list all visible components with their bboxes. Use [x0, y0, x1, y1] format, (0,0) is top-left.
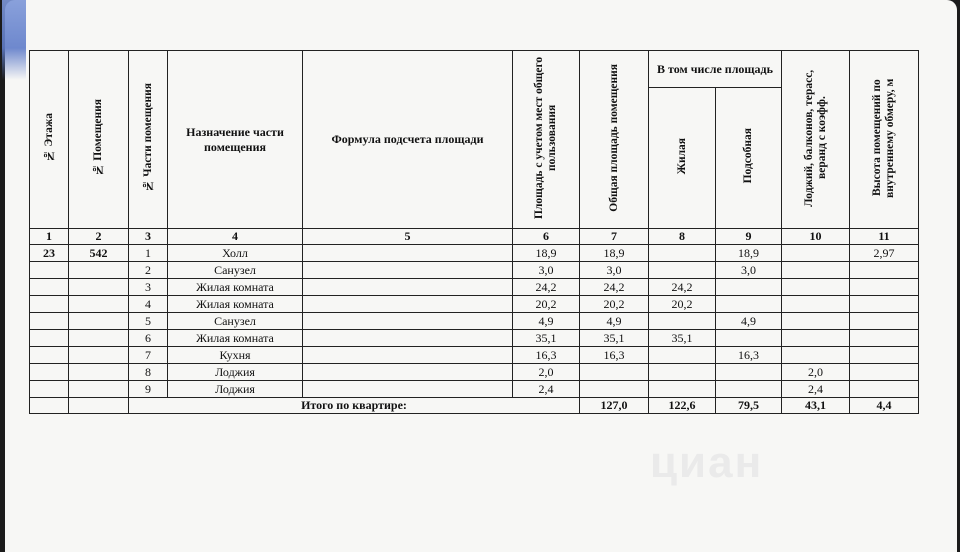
cell-height [850, 364, 919, 381]
cell-loggia [782, 279, 850, 296]
cell-purpose: Жилая комната [168, 279, 303, 296]
total-label: Итого по квартире: [129, 398, 580, 414]
cell-formula [303, 364, 513, 381]
cell-part: 4 [129, 296, 168, 313]
cell-living: 20,2 [649, 296, 716, 313]
table-row [30, 347, 919, 364]
cell-living [649, 313, 716, 330]
cell-area-total: 18,9 [580, 245, 649, 262]
cell-floor [30, 279, 69, 296]
cell-loggia: 2,0 [782, 364, 850, 381]
watermark: циан [650, 438, 764, 487]
cell-height: 2,97 [850, 245, 919, 262]
table-row [30, 381, 919, 398]
cell-room: 542 [69, 245, 129, 262]
header-incl-group: В том числе площадь [649, 51, 782, 88]
cell-part: 3 [129, 279, 168, 296]
header-aux: Подсобная [716, 88, 782, 229]
cell-loggia [782, 330, 850, 347]
cell-loggia [782, 347, 850, 364]
cell-room [69, 364, 129, 381]
cell-aux [716, 364, 782, 381]
cell-living: 24,2 [649, 279, 716, 296]
cell-living [649, 347, 716, 364]
cell-area-common: 4,9 [513, 313, 580, 330]
table-row [30, 296, 919, 313]
cell-purpose: Лоджия [168, 381, 303, 398]
cell-area-common: 3,0 [513, 262, 580, 279]
cell-living: 35,1 [649, 330, 716, 347]
total-area-common: 127,0 [580, 398, 649, 414]
cell-area-common: 35,1 [513, 330, 580, 347]
cell-room [69, 347, 129, 364]
header-area-total: Общая площадь помещения [580, 51, 649, 229]
table-row [30, 279, 919, 296]
cell-part: 7 [129, 347, 168, 364]
cell-room [69, 262, 129, 279]
total-row [30, 398, 919, 414]
cell-aux: 16,3 [716, 347, 782, 364]
cell-height [850, 381, 919, 398]
cell-area-common: 20,2 [513, 296, 580, 313]
cell-area-total: 4,9 [580, 313, 649, 330]
cell-room [69, 313, 129, 330]
header-area-common: Площадь с учетом мест общего пользования [513, 51, 580, 229]
header-part: № Части помещения [129, 51, 168, 229]
cell-purpose: Жилая комната [168, 296, 303, 313]
cell-purpose: Жилая комната [168, 330, 303, 347]
cell-room [69, 381, 129, 398]
cell-purpose: Санузел [168, 262, 303, 279]
cell-area-common: 16,3 [513, 347, 580, 364]
cell-area-total: 35,1 [580, 330, 649, 347]
cell-area-total: 20,2 [580, 296, 649, 313]
total-area-total: 122,6 [649, 398, 716, 414]
cell-loggia [782, 296, 850, 313]
cell-aux [716, 330, 782, 347]
cell-formula [303, 262, 513, 279]
header-formula: Формула подсчета площади [303, 51, 513, 229]
stamp-mark [2, 0, 26, 80]
cell-part: 1 [129, 245, 168, 262]
cell-floor [30, 364, 69, 381]
cell-purpose: Кухня [168, 347, 303, 364]
cell-living [649, 262, 716, 279]
cell-floor [30, 313, 69, 330]
cell-floor [30, 296, 69, 313]
cell-formula [303, 330, 513, 347]
room-area-table [29, 50, 919, 414]
cell-area-total: 24,2 [580, 279, 649, 296]
cell-height [850, 313, 919, 330]
cell-part: 9 [129, 381, 168, 398]
cell-loggia [782, 313, 850, 330]
cell-area-total [580, 364, 649, 381]
header-living: Жилая [649, 88, 716, 229]
cell-room [69, 279, 129, 296]
cell-purpose: Санузел [168, 313, 303, 330]
cell-area-common: 2,0 [513, 364, 580, 381]
cell-aux: 18,9 [716, 245, 782, 262]
cell-living [649, 381, 716, 398]
cell-formula [303, 279, 513, 296]
cell-aux [716, 381, 782, 398]
cell-area-common: 24,2 [513, 279, 580, 296]
cell-height [850, 279, 919, 296]
cell-height [850, 347, 919, 364]
cell-height [850, 330, 919, 347]
cell-area-total [580, 381, 649, 398]
cell-area-total: 16,3 [580, 347, 649, 364]
cell-loggia: 2,4 [782, 381, 850, 398]
cell-area-total: 3,0 [580, 262, 649, 279]
total-aux: 43,1 [782, 398, 850, 414]
cell-formula [303, 381, 513, 398]
cell-living [649, 245, 716, 262]
cell-purpose: Лоджия [168, 364, 303, 381]
cell-floor [30, 381, 69, 398]
cell-purpose: Холл [168, 245, 303, 262]
cell-loggia [782, 262, 850, 279]
cell-floor [30, 262, 69, 279]
cell-height [850, 296, 919, 313]
table-row [30, 330, 919, 347]
header-purpose: Назначение части помещения [168, 51, 303, 229]
header-room: № Помещения [69, 51, 129, 229]
cell-part: 6 [129, 330, 168, 347]
column-number-row: 1 2 3 4 5 6 7 8 9 10 11 [30, 229, 919, 245]
cell-floor [30, 330, 69, 347]
cell-loggia [782, 245, 850, 262]
cell-floor: 23 [30, 245, 69, 262]
header-loggias: Лоджий, балконов, терасс, веранд с коэфф. [782, 51, 850, 229]
cell-part: 2 [129, 262, 168, 279]
cell-height [850, 262, 919, 279]
cell-living [649, 364, 716, 381]
table-row [30, 313, 919, 330]
cell-area-common: 2,4 [513, 381, 580, 398]
table-row [30, 364, 919, 381]
cell-formula [303, 245, 513, 262]
cell-formula [303, 347, 513, 364]
cell-aux: 3,0 [716, 262, 782, 279]
header-floor: № Этажа [30, 51, 69, 229]
cell-aux [716, 296, 782, 313]
cell-room [69, 330, 129, 347]
cell-aux [716, 279, 782, 296]
cell-aux: 4,9 [716, 313, 782, 330]
cell-room [69, 296, 129, 313]
total-loggia: 4,4 [850, 398, 919, 414]
table-row [30, 262, 919, 279]
cell-formula [303, 296, 513, 313]
header-height: Высота помещений по внутреннему обмеру, м [850, 51, 919, 229]
cell-part: 8 [129, 364, 168, 381]
cell-area-common: 18,9 [513, 245, 580, 262]
cell-part: 5 [129, 313, 168, 330]
cell-formula [303, 313, 513, 330]
total-living: 79,5 [716, 398, 782, 414]
cell-floor [30, 347, 69, 364]
table-row [30, 245, 919, 262]
